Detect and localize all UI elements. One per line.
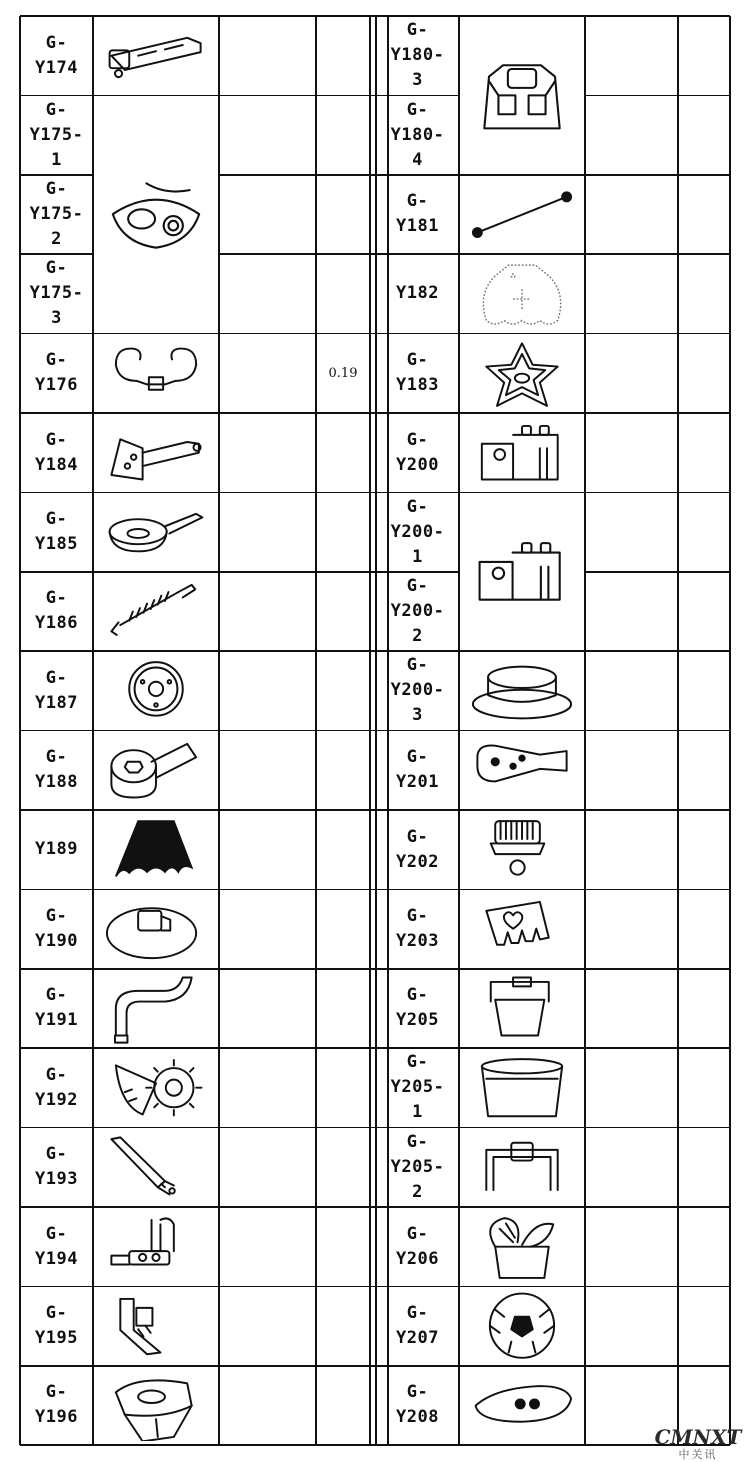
part-code: G- Y207	[396, 1303, 439, 1349]
part-code: G- Y203	[396, 906, 439, 952]
gear-axe-icon	[97, 1052, 215, 1123]
row-line	[459, 968, 585, 970]
part-code: G- Y190	[35, 906, 78, 952]
row-line	[20, 1444, 730, 1446]
part-code: G- Y174	[35, 32, 78, 78]
watermark	[650, 1384, 746, 1461]
star-mold-icon	[463, 338, 581, 409]
spring-lever-icon	[97, 576, 215, 647]
row-line	[93, 809, 219, 811]
part-code: G- Y196	[35, 1382, 78, 1428]
row-line	[459, 889, 585, 891]
row-line	[93, 1365, 219, 1367]
part-code: G- Y200- 3	[390, 655, 445, 726]
plant-pot-icon	[463, 1211, 581, 1282]
brush-icon	[463, 814, 581, 885]
handcuffs-icon	[97, 338, 215, 409]
row-line	[459, 1047, 585, 1049]
bucket-handle-icon	[463, 973, 581, 1044]
pipe-connector-icon	[97, 735, 215, 806]
part-code: G- Y188	[35, 747, 78, 793]
cape-icon	[97, 814, 215, 885]
part-code: G- Y192	[35, 1064, 78, 1110]
part-code: Y189	[35, 839, 78, 860]
part-code: G- Y206	[396, 1223, 439, 1269]
oval-badge-icon	[463, 1370, 581, 1441]
bracket-plate-icon	[97, 1290, 215, 1361]
frying-pan-icon	[97, 496, 215, 567]
part-code: G- Y183	[396, 350, 439, 396]
row-line	[93, 730, 219, 732]
row-line	[93, 492, 219, 494]
row-line	[459, 1365, 585, 1367]
armor-vest-icon	[463, 20, 581, 171]
part-code: G- Y202	[396, 826, 439, 872]
row-line	[585, 412, 730, 414]
watermark-subtitle: 中关讯	[678, 1448, 718, 1461]
soccer-ball-icon	[463, 1290, 581, 1361]
part-code: G- Y187	[35, 667, 78, 713]
trowel-icon	[97, 417, 215, 488]
blade-icon	[97, 1132, 215, 1203]
bent-pipe-icon	[97, 973, 215, 1044]
part-code: Y182	[396, 283, 439, 304]
row-line	[459, 333, 585, 335]
visor-mask-icon	[97, 99, 215, 329]
periscope-icon	[97, 1211, 215, 1282]
row-line	[93, 889, 219, 891]
row-line	[459, 1286, 585, 1288]
part-code: G- Y191	[35, 985, 78, 1031]
string-rod-icon	[463, 179, 581, 250]
row-line	[20, 15, 730, 17]
watermark-logo: CMNXT	[654, 1425, 742, 1449]
row-line	[459, 174, 585, 176]
part-code: G- Y176	[35, 350, 78, 396]
disc-wheel-icon	[97, 655, 215, 726]
row-line	[93, 333, 219, 335]
part-code: G- Y200- 1	[390, 496, 445, 567]
row-line	[585, 730, 730, 732]
row-line	[585, 650, 730, 652]
row-line	[93, 650, 219, 652]
heart-comb-icon	[463, 893, 581, 964]
row-line	[459, 1127, 585, 1129]
row-line	[459, 492, 585, 494]
row-line	[585, 174, 730, 176]
part-code: G- Y205	[396, 985, 439, 1031]
row-line	[585, 1365, 730, 1367]
bottle-icon	[463, 735, 581, 806]
part-code: G- Y175- 1	[29, 99, 84, 170]
oval-plate-clip-icon	[97, 893, 215, 964]
row-line	[585, 571, 730, 573]
part-code: G- Y194	[35, 1223, 78, 1269]
row-line	[93, 571, 219, 573]
row-line	[459, 809, 585, 811]
part-code: G- Y200	[396, 429, 439, 475]
row-line	[459, 650, 585, 652]
visor-helmet-icon	[97, 1370, 215, 1441]
row-line	[585, 253, 730, 255]
ghost-cape-icon	[463, 258, 581, 329]
row-line	[585, 333, 730, 335]
brick-block-icon	[463, 496, 581, 647]
part-code: G- Y184	[35, 429, 78, 475]
part-code: G- Y180- 3	[390, 20, 445, 91]
part-code: G- Y200- 2	[390, 575, 445, 646]
part-code: G- Y201	[396, 747, 439, 793]
row-line	[459, 730, 585, 732]
part-code: G- Y175- 3	[29, 258, 84, 329]
part-code: G- Y193	[35, 1144, 78, 1190]
brick-block-icon	[463, 417, 581, 488]
part-code: G- Y208	[396, 1382, 439, 1428]
row-line	[585, 809, 730, 811]
row-line	[93, 95, 219, 97]
row-line	[93, 1286, 219, 1288]
handle-icon	[463, 1132, 581, 1203]
row-line	[93, 968, 219, 970]
row-line	[585, 95, 730, 97]
row-line	[585, 968, 730, 970]
row-line	[93, 1206, 219, 1208]
row-line	[459, 412, 585, 414]
row-line	[585, 889, 730, 891]
row-line	[459, 1206, 585, 1208]
row-line	[93, 1127, 219, 1129]
bucket-icon	[463, 1052, 581, 1123]
part-code: G- Y186	[35, 588, 78, 634]
part-code: G- Y181	[396, 191, 439, 237]
part-code: G- Y205- 2	[390, 1131, 445, 1202]
row-line	[585, 1286, 730, 1288]
row-line	[585, 1127, 730, 1129]
part-code: G- Y180- 4	[390, 99, 445, 170]
part-price: 0.19	[328, 365, 358, 381]
part-code: G- Y175- 2	[29, 178, 84, 249]
row-line	[585, 492, 730, 494]
row-line	[585, 1206, 730, 1208]
wrench-arm-icon	[97, 20, 215, 91]
round-base-icon	[463, 655, 581, 726]
part-code: G- Y185	[35, 509, 78, 555]
part-code: G- Y195	[35, 1303, 78, 1349]
row-line	[93, 1047, 219, 1049]
row-line	[93, 412, 219, 414]
row-line	[459, 253, 585, 255]
part-code: G- Y205- 1	[390, 1052, 445, 1123]
row-line	[585, 1047, 730, 1049]
